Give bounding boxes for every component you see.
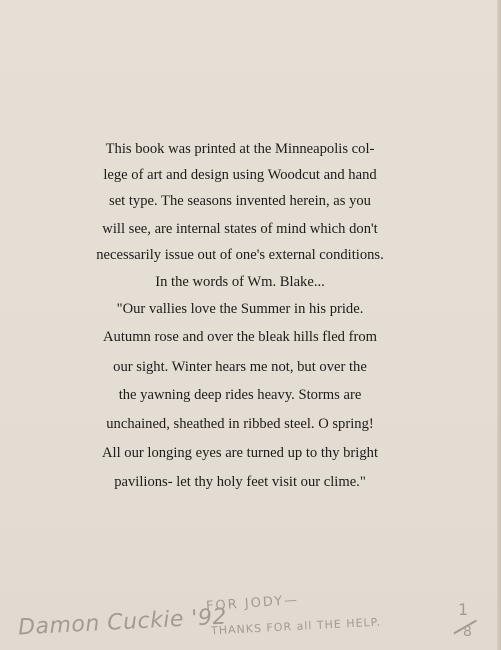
edition-total: 8 xyxy=(463,624,472,640)
colophon-line: This book was printed at the Minneapolis col- xyxy=(105,141,375,157)
pencil-dedication: FOR JODY— xyxy=(205,592,300,615)
colophon-line: will see, are internal states of mind which don't xyxy=(102,221,378,237)
quote-line: our sight. Winter hears me not, but over the xyxy=(113,359,367,375)
quote-line: pavilions- let thy holy feet visit our clime." xyxy=(114,474,366,490)
page-edge xyxy=(497,0,501,650)
quote-line: Autumn rose and over the bleak hills fled from xyxy=(103,329,377,345)
colophon-line: necessarily issue out of one's external conditions. xyxy=(96,247,384,263)
colophon-line: In the words of Wm. Blake... xyxy=(155,274,325,290)
quote-line: the yawning deep rides heavy. Storms are xyxy=(118,387,362,403)
quote-line: unchained, sheathed in ribbed steel. O spring! xyxy=(106,416,374,432)
edition-number: 1 xyxy=(458,600,469,619)
quote-line: All our longing eyes are turned up to thy bright xyxy=(101,445,378,461)
pencil-thanks-note: THANKS FOR all THE HELP. xyxy=(210,615,382,638)
colophon-line: lege of art and design using Woodcut and hand xyxy=(103,167,377,183)
pencil-signature: Damon Cuckie '92 xyxy=(17,604,228,641)
quote-line: "Our vallies love the Summer in his pride. xyxy=(116,301,364,317)
colophon-line: set type. The seasons invented herein, as you xyxy=(109,193,371,209)
